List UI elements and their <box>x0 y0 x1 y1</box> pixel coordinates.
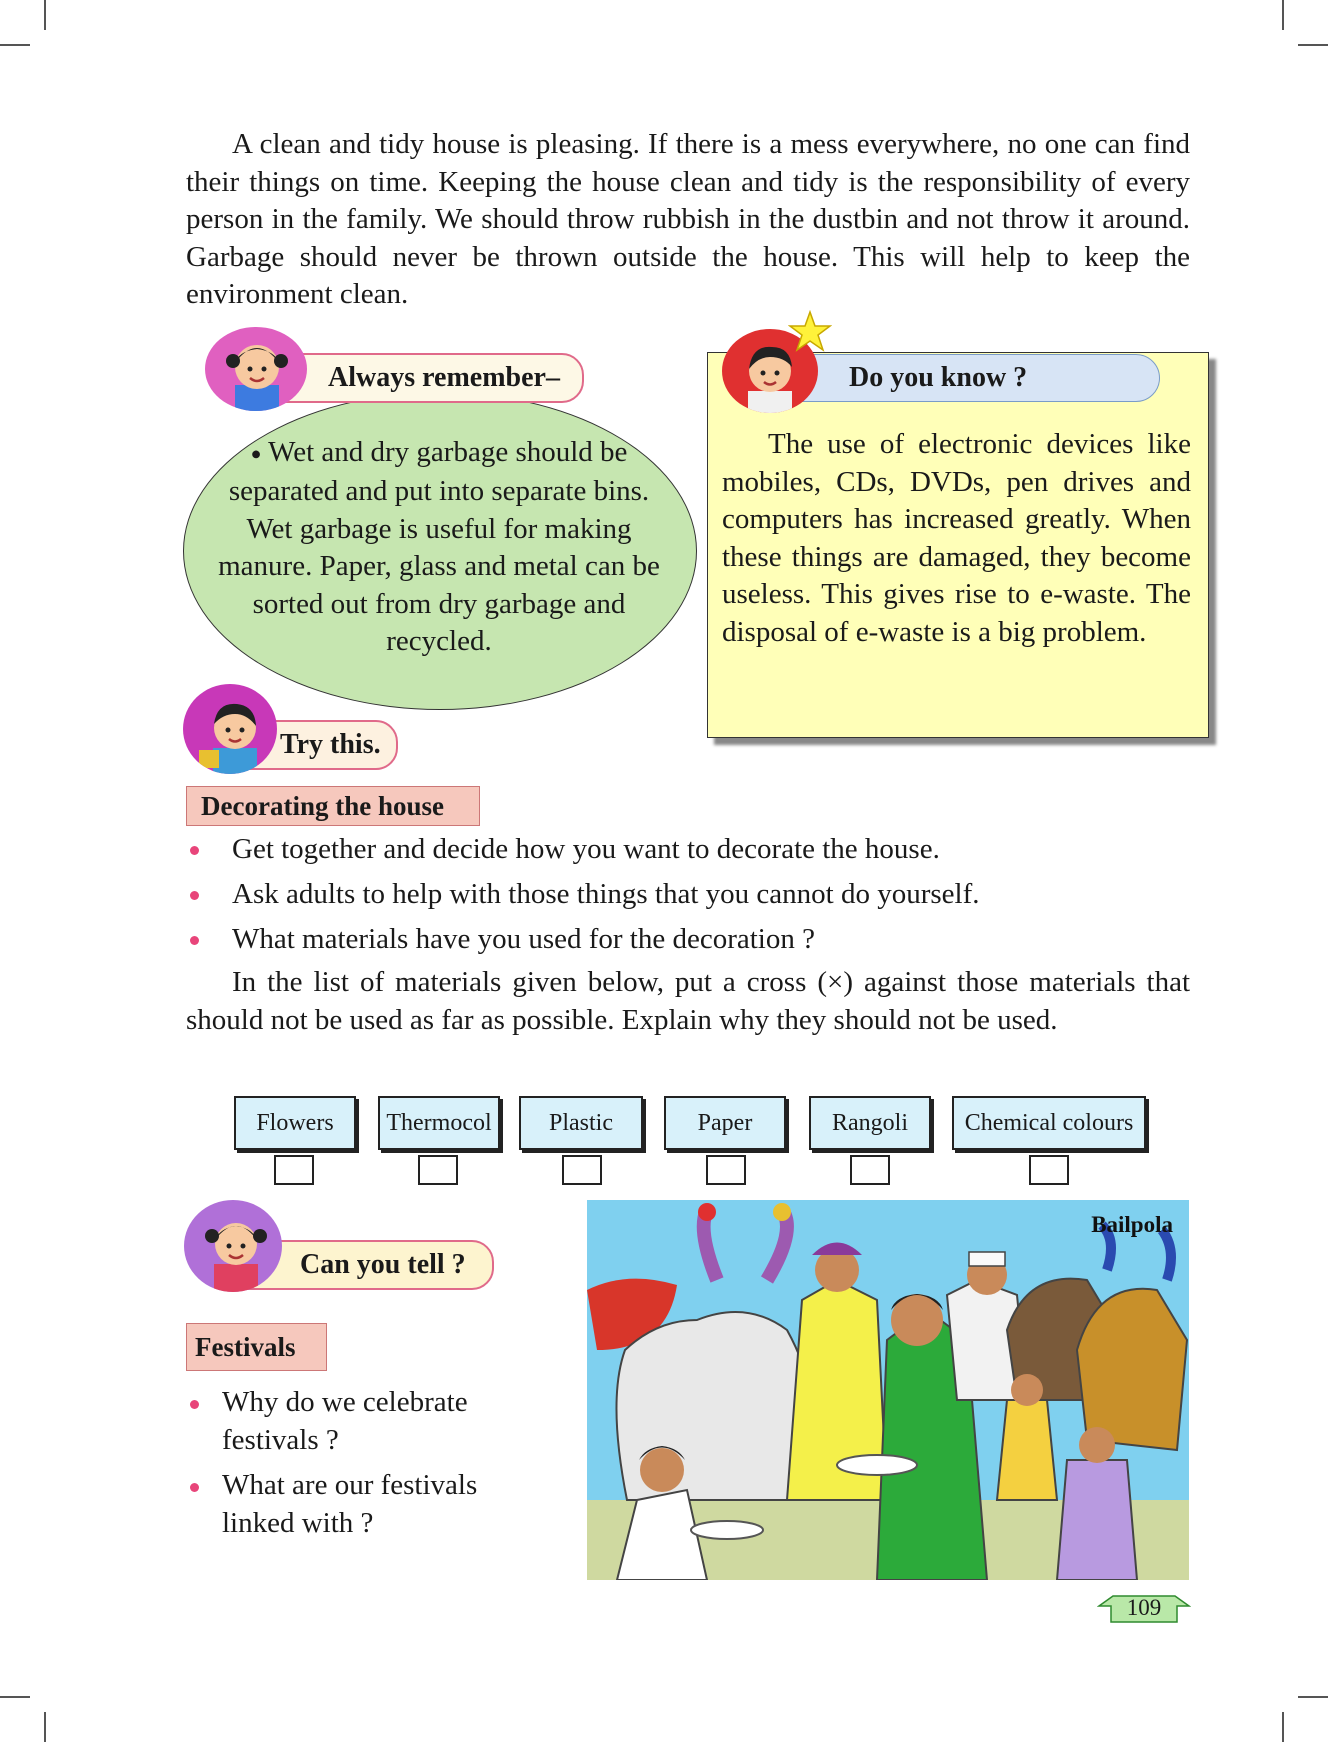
do-you-know-heading-pill <box>784 354 1160 402</box>
checkbox-chemical-colours[interactable] <box>1029 1155 1069 1185</box>
material-paper: Paper <box>664 1096 786 1150</box>
checkbox-flowers[interactable] <box>274 1155 314 1185</box>
can-you-tell-heading: Can you tell ? <box>300 1249 466 1280</box>
material-plastic: Plastic <box>519 1096 643 1150</box>
page-number: 109 <box>1126 1595 1162 1620</box>
checkbox-plastic[interactable] <box>562 1155 602 1185</box>
festivals-list <box>186 1384 526 1542</box>
checkbox-thermocol[interactable] <box>418 1155 458 1185</box>
checkbox-rangoli[interactable] <box>850 1155 890 1185</box>
bailpola-illustration <box>587 1200 1189 1580</box>
girl-avatar <box>205 327 307 411</box>
intro-paragraph <box>186 126 1190 314</box>
list-item: Get together and decide how you want to decorate the house. <box>186 827 1186 872</box>
festivals-heading: Festivals <box>195 1331 296 1362</box>
do-you-know-text: The use of electronic devices like mobiles, CDs, DVDs, pen drives and computers has increased greatly. When these things are damaged, they become useless. This gives rise to e-waste. The disposal of e-waste is a big problem. <box>722 428 1191 648</box>
decorating-heading: Decorating the house <box>201 790 444 821</box>
do-you-know-heading: Do you know ? <box>849 362 1028 393</box>
always-remember-heading: Always remember– <box>328 362 560 393</box>
material-chemical-colours: Chemical colours <box>952 1096 1146 1150</box>
list-item: Why do we celebrate festivals ? <box>186 1384 526 1459</box>
always-remember-text: ● Wet and dry garbage should be separated and put into separate bins. Wet garbage is useful for making manure. Paper, glass and metal can be sorted out from dry garbage and recycled. <box>218 436 660 658</box>
try-this-heading: Try this. <box>280 729 381 760</box>
list-item: What are our festivals linked with ? <box>186 1467 526 1542</box>
decorating-label <box>186 786 480 826</box>
always-remember-body: Wet and dry garbage should be separated and put into separate bins. Wet garbage is useful for making manure. Paper, glass and metal can be sorted out from dry garbage and recycled. <box>218 436 660 658</box>
always-remember-heading-pill <box>268 353 584 403</box>
festivals-label <box>186 1323 327 1371</box>
illustration-caption: Bailpola <box>1091 1212 1173 1237</box>
materials-instruction: In the list of materials given below, put a cross (×) against those materials that should not be used as far as possible. Explain why they should not be used. <box>186 966 1190 1036</box>
star-icon <box>788 310 832 354</box>
intro-text: A clean and tidy house is pleasing. If there is a mess everywhere, no one can find their things on time. Keeping the house clean and tidy is the responsibility of every person in the family. We should throw rubbish in the dustbin and not throw it around. Garbage should never be thrown outside the house. This will help to keep the environment clean. <box>186 128 1190 310</box>
material-rangoli: Rangoli <box>809 1096 931 1150</box>
list-item: What materials have you used for the decoration ? <box>186 917 1186 962</box>
try-this-list <box>186 827 1186 962</box>
boy-avatar <box>183 684 277 774</box>
material-flowers: Flowers <box>234 1096 356 1150</box>
checkbox-paper[interactable] <box>706 1155 746 1185</box>
material-thermocol: Thermocol <box>378 1096 500 1150</box>
list-item: Ask adults to help with those things that you cannot do yourself. <box>186 872 1186 917</box>
girl-pointing-avatar <box>184 1200 282 1292</box>
